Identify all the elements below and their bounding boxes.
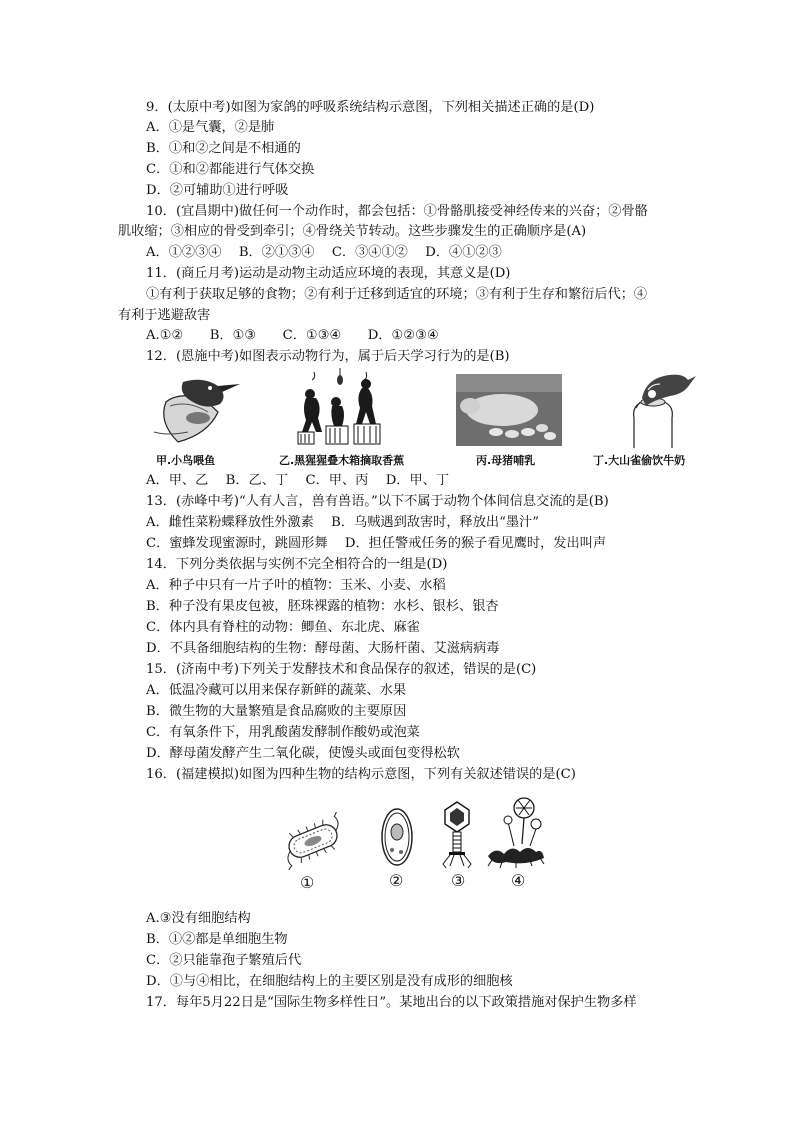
sow-nursing-photo: [456, 374, 562, 446]
q13-options-ab: A．雌性菜粉蝶释放性外激素 B．乌贼遇到敌害时，释放出“墨汁”: [146, 515, 539, 530]
caption-yi: 乙.黑猩猩叠木箱摘取香蕉: [279, 454, 405, 467]
q16-option-a: A.③没有细胞结构: [146, 911, 251, 926]
bacterium-figure: [276, 812, 350, 870]
chimpanzee-stacking-boxes-figure: [296, 368, 384, 446]
q11-options: A.①② B．①③ C．①③④ D．①②③④: [146, 328, 439, 343]
q14-stem: 14．下列分类依据与实例不完全相符合的一组是(D): [146, 557, 448, 572]
caption-bing: 丙.母猪哺乳: [476, 454, 536, 467]
caption-jia: 甲.小鸟喂鱼: [156, 454, 216, 467]
q11-body-line2: 有利于逃避敌害: [118, 308, 211, 323]
figure-label-1: ①: [300, 873, 315, 892]
q14-option-d: D．不具备细胞结构的生物：酵母菌、大肠杆菌、艾滋病病毒: [146, 641, 500, 656]
q15-option-c: C．有氧条件下，用乳酸菌发酵制作酸奶或泡菜: [146, 725, 420, 740]
q14-option-a: A．种子中只有一片子叶的植物：玉米、小麦、水稻: [146, 578, 446, 593]
q16-option-b: B．①②都是单细胞生物: [146, 932, 288, 947]
yeast-cell-figure: [380, 806, 414, 868]
great-tit-drinking-milk-figure: [612, 368, 696, 448]
q14-option-b: B．种子没有果皮包被，胚珠裸露的植物：水杉、银杉、银杏: [146, 599, 499, 614]
q9-option-b: B．①和②之间是不相通的: [146, 141, 301, 156]
q9-option-a: A．①是气囊，②是肺: [146, 120, 275, 135]
q9-option-d: D．②可辅助①进行呼吸: [146, 183, 289, 198]
q13-stem: 13．(赤峰中考)“人有人言，兽有兽语。”以下不属于动物个体间信息交流的是(B): [146, 494, 609, 509]
bacteriophage-figure: [440, 800, 474, 870]
q9-stem: 9．(太原中考)如图为家鸽的呼吸系统结构示意图，下列相关描述正确的是(D): [146, 100, 595, 115]
q15-option-d: D．酵母菌发酵产生二氧化碳，使馒头或面包变得松软: [146, 746, 460, 761]
q15-option-a: A．低温冷藏可以用来保存新鲜的蔬菜、水果: [146, 683, 407, 698]
q10-stem-line2: 肌收缩；③相应的骨受到牵引；④骨绕关节转动。这些步骤发生的正确顺序是(A): [118, 224, 587, 239]
q9-option-c: C．①和②都能进行气体交换: [146, 162, 315, 177]
q16-option-d: D．①与④相比，在细胞结构上的主要区别是没有成形的细胞核: [146, 974, 513, 989]
q15-option-b: B．微生物的大量繁殖是食品腐败的主要原因: [146, 704, 407, 719]
q10-options: A．①②③④ B．②①③④ C．③④①② D．④①②③: [146, 245, 502, 260]
q14-option-c: C．体内具有脊柱的动物：鲫鱼、东北虎、麻雀: [146, 620, 420, 635]
mold-figure: [486, 796, 546, 868]
figure-label-2: ②: [389, 871, 404, 890]
q10-stem-line1: 10．(宜昌期中)做任何一个动作时，都会包括：①骨骼肌接受神经传来的兴奋；②骨骼: [146, 204, 648, 219]
bird-feeding-fish-figure: [148, 372, 244, 448]
q11-body-line1: ①有利于获取足够的食物；②有利于迁移到适宜的环境；③有利于生存和繁衍后代；④: [146, 287, 648, 302]
figure-label-3: ③: [451, 871, 466, 890]
figure-label-4: ④: [511, 871, 526, 890]
q16-option-c: C．②只能靠孢子繁殖后代: [146, 953, 302, 968]
q16-stem: 16．(福建模拟)如图为四种生物的结构示意图，下列有关叙述错误的是(C): [146, 767, 576, 782]
q13-options-cd: C．蜜蜂发现蜜源时，跳圆形舞 D．担任警戒任务的猴子看见鹰时，发出叫声: [146, 536, 607, 551]
caption-ding: 丁.大山雀偷饮牛奶: [593, 454, 686, 467]
q12-options: A．甲、乙 B．乙、丁 C．甲、丙 D．甲、丁: [146, 473, 450, 488]
q11-stem: 11．(商丘月考)运动是动物主动适应环境的表现，其意义是(D): [146, 266, 511, 281]
q12-stem: 12．(恩施中考)如图表示动物行为，属于后天学习行为的是(B): [146, 349, 510, 364]
q15-stem: 15．(济南中考)下列关于发酵技术和食品保存的叙述，错误的是(C): [146, 662, 537, 677]
q17-stem: 17．每年5月22日是“国际生物多样性日”。某地出台的以下政策措施对保护生物多样: [146, 995, 637, 1010]
